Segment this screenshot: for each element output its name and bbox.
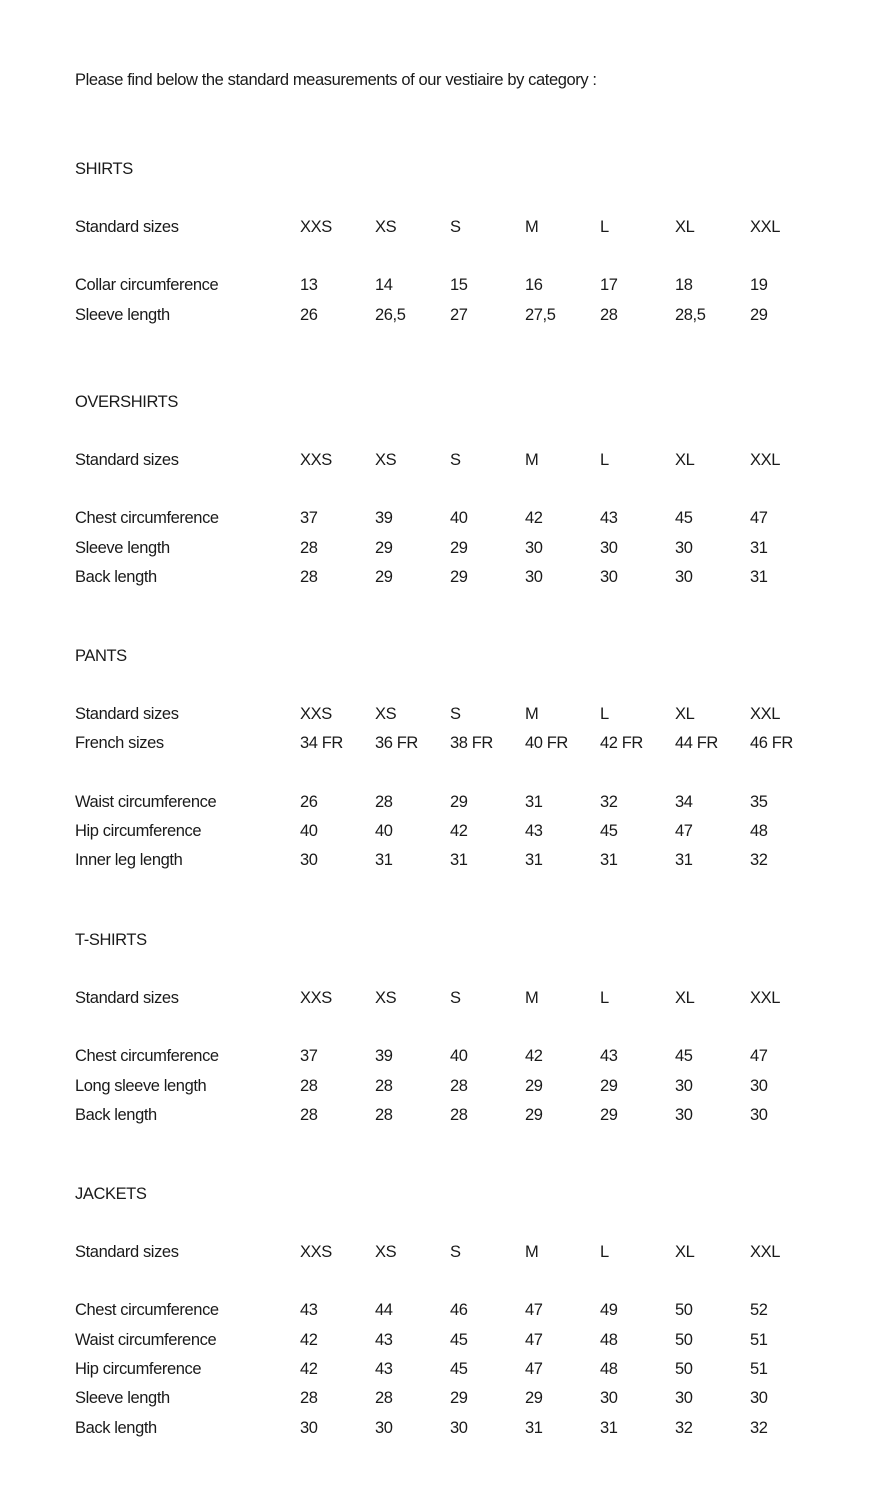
size-cell: XXL bbox=[750, 451, 780, 469]
row-label: Chest circumference bbox=[75, 1301, 219, 1320]
value-cell: 29 bbox=[450, 792, 468, 811]
value-cell: 42 bbox=[525, 509, 543, 528]
size-cell: XXL bbox=[750, 1243, 780, 1261]
size-cell: S bbox=[450, 1243, 461, 1261]
row-label: French sizes bbox=[75, 734, 164, 753]
value-cell: 42 bbox=[300, 1359, 318, 1378]
measurement-row bbox=[75, 1046, 855, 1066]
size-cell: XS bbox=[375, 218, 397, 236]
size-cell: XL bbox=[675, 705, 695, 723]
value-cell: 30 bbox=[300, 851, 318, 870]
value-cell: 28,5 bbox=[675, 305, 706, 324]
value-cell: 42 bbox=[300, 1330, 318, 1349]
row-label: Standard sizes bbox=[75, 1243, 179, 1261]
value-cell: 52 bbox=[750, 1301, 768, 1320]
value-cell: 27 bbox=[450, 305, 468, 324]
size-cell: M bbox=[525, 989, 539, 1007]
size-header-row bbox=[75, 704, 855, 724]
value-cell: 28 bbox=[450, 1105, 468, 1124]
measurement-row bbox=[75, 792, 855, 812]
value-cell: 30 bbox=[675, 567, 693, 586]
size-cell: M bbox=[525, 1243, 539, 1261]
value-cell: 40 bbox=[450, 509, 468, 528]
value-cell: 29 bbox=[375, 567, 393, 586]
value-cell: 29 bbox=[525, 1389, 543, 1408]
size-cell: S bbox=[450, 218, 461, 236]
value-cell: 40 bbox=[375, 821, 393, 840]
row-label: Standard sizes bbox=[75, 705, 179, 723]
value-cell: 43 bbox=[300, 1301, 318, 1320]
value-cell: 45 bbox=[675, 509, 693, 528]
value-cell: 45 bbox=[450, 1330, 468, 1349]
size-cell: L bbox=[600, 989, 609, 1007]
value-cell: 40 bbox=[300, 821, 318, 840]
value-cell: 28 bbox=[450, 1076, 468, 1095]
value-cell: 37 bbox=[300, 509, 318, 528]
value-cell: 50 bbox=[675, 1330, 693, 1349]
section-overshirts bbox=[75, 392, 855, 586]
value-cell: 32 bbox=[600, 792, 618, 811]
value-cell: 40 bbox=[450, 1047, 468, 1066]
size-cell: S bbox=[450, 451, 461, 469]
value-cell: 30 bbox=[675, 1389, 693, 1408]
measurement-row bbox=[75, 1388, 855, 1408]
size-cell: M bbox=[525, 218, 539, 236]
measurement-row bbox=[75, 1359, 855, 1379]
value-cell: 16 bbox=[525, 276, 543, 295]
value-cell: 30 bbox=[750, 1105, 768, 1124]
value-cell: 30 bbox=[525, 567, 543, 586]
value-cell: 35 bbox=[750, 792, 768, 811]
value-cell: 30 bbox=[675, 538, 693, 557]
size-cell: XL bbox=[675, 218, 695, 236]
value-cell: 29 bbox=[750, 305, 768, 324]
value-cell: 31 bbox=[525, 851, 543, 870]
value-cell: 43 bbox=[600, 1047, 618, 1066]
measurement-row bbox=[75, 567, 855, 587]
measurement-row bbox=[75, 538, 855, 558]
measurement-row bbox=[75, 1105, 855, 1125]
value-cell: 29 bbox=[600, 1076, 618, 1095]
value-cell: 28 bbox=[300, 1076, 318, 1095]
value-cell: 31 bbox=[600, 851, 618, 870]
value-cell: 27,5 bbox=[525, 305, 556, 324]
value-cell: 43 bbox=[525, 821, 543, 840]
row-label: Inner leg length bbox=[75, 851, 183, 870]
size-cell: S bbox=[450, 705, 461, 723]
size-cell: XS bbox=[375, 1243, 397, 1261]
section-jackets bbox=[75, 1184, 855, 1437]
value-cell: 30 bbox=[300, 1418, 318, 1437]
row-label: Back length bbox=[75, 1418, 157, 1437]
row-label: Hip circumference bbox=[75, 1359, 202, 1378]
value-cell: 26,5 bbox=[375, 305, 406, 324]
measurement-row bbox=[75, 1330, 855, 1350]
value-cell: 31 bbox=[675, 851, 693, 870]
value-cell: 30 bbox=[750, 1389, 768, 1408]
value-cell: 47 bbox=[525, 1359, 543, 1378]
value-cell: 29 bbox=[600, 1105, 618, 1124]
value-cell: 30 bbox=[375, 1418, 393, 1437]
value-cell: 26 bbox=[300, 305, 318, 324]
value-cell: 44 bbox=[375, 1301, 393, 1320]
size-cell: 34 FR bbox=[300, 734, 343, 753]
value-cell: 32 bbox=[675, 1418, 693, 1437]
size-cell: 46 FR bbox=[750, 734, 793, 753]
value-cell: 47 bbox=[675, 821, 693, 840]
size-cell: XL bbox=[675, 989, 695, 1007]
value-cell: 32 bbox=[750, 1418, 768, 1437]
value-cell: 30 bbox=[600, 1389, 618, 1408]
value-cell: 50 bbox=[675, 1301, 693, 1320]
size-header-row bbox=[75, 217, 855, 237]
row-label: Chest circumference bbox=[75, 509, 219, 528]
size-header-row bbox=[75, 450, 855, 470]
value-cell: 45 bbox=[675, 1047, 693, 1066]
section-t-shirts bbox=[75, 930, 855, 1124]
size-cell: XS bbox=[375, 705, 397, 723]
size-cell: XS bbox=[375, 451, 397, 469]
value-cell: 48 bbox=[600, 1359, 618, 1378]
value-cell: 30 bbox=[675, 1076, 693, 1095]
value-cell: 29 bbox=[525, 1105, 543, 1124]
value-cell: 15 bbox=[450, 276, 468, 295]
value-cell: 13 bbox=[300, 276, 318, 295]
value-cell: 31 bbox=[600, 1418, 618, 1437]
value-cell: 31 bbox=[525, 1418, 543, 1437]
value-cell: 47 bbox=[750, 1047, 768, 1066]
value-cell: 19 bbox=[750, 276, 768, 295]
size-cell: M bbox=[525, 451, 539, 469]
value-cell: 48 bbox=[750, 821, 768, 840]
size-cell: L bbox=[600, 218, 609, 236]
value-cell: 28 bbox=[300, 1105, 318, 1124]
value-cell: 29 bbox=[450, 567, 468, 586]
row-label: Chest circumference bbox=[75, 1047, 219, 1066]
row-label: Standard sizes bbox=[75, 451, 179, 469]
value-cell: 48 bbox=[600, 1330, 618, 1349]
value-cell: 51 bbox=[750, 1330, 768, 1349]
value-cell: 29 bbox=[450, 538, 468, 557]
intro-text: Please find below the standard measurements of our vestiaire by category : bbox=[75, 71, 597, 89]
size-cell: S bbox=[450, 989, 461, 1007]
size-cell: L bbox=[600, 705, 609, 723]
value-cell: 30 bbox=[675, 1105, 693, 1124]
section-title: T-SHIRTS bbox=[75, 931, 147, 949]
section-title: JACKETS bbox=[75, 1185, 147, 1203]
value-cell: 29 bbox=[450, 1389, 468, 1408]
row-label: Sleeve length bbox=[75, 305, 170, 324]
value-cell: 45 bbox=[450, 1359, 468, 1378]
value-cell: 30 bbox=[450, 1418, 468, 1437]
measurement-row bbox=[75, 821, 855, 841]
value-cell: 42 bbox=[525, 1047, 543, 1066]
size-cell: 42 FR bbox=[600, 734, 643, 753]
row-label: Sleeve length bbox=[75, 1389, 170, 1408]
value-cell: 28 bbox=[300, 538, 318, 557]
measurement-row bbox=[75, 275, 855, 295]
value-cell: 43 bbox=[600, 509, 618, 528]
size-cell: XXS bbox=[300, 1243, 332, 1261]
value-cell: 42 bbox=[450, 821, 468, 840]
measurement-row bbox=[75, 850, 855, 870]
size-cell: L bbox=[600, 451, 609, 469]
value-cell: 43 bbox=[375, 1330, 393, 1349]
size-header-row bbox=[75, 1242, 855, 1262]
value-cell: 28 bbox=[300, 567, 318, 586]
value-cell: 28 bbox=[600, 305, 618, 324]
value-cell: 51 bbox=[750, 1359, 768, 1378]
value-cell: 34 bbox=[675, 792, 693, 811]
size-cell: XL bbox=[675, 1243, 695, 1261]
size-cell: 40 FR bbox=[525, 734, 568, 753]
value-cell: 31 bbox=[375, 851, 393, 870]
row-label: Waist circumference bbox=[75, 1330, 217, 1349]
section-title: OVERSHIRTS bbox=[75, 393, 178, 411]
size-cell: 44 FR bbox=[675, 734, 718, 753]
row-label: Waist circumference bbox=[75, 792, 217, 811]
measurement-row bbox=[75, 305, 855, 325]
section-pants bbox=[75, 646, 855, 870]
value-cell: 45 bbox=[600, 821, 618, 840]
row-label: Back length bbox=[75, 567, 157, 586]
row-label: Standard sizes bbox=[75, 218, 179, 236]
value-cell: 39 bbox=[375, 1047, 393, 1066]
value-cell: 39 bbox=[375, 509, 393, 528]
row-label: Standard sizes bbox=[75, 989, 179, 1007]
value-cell: 49 bbox=[600, 1301, 618, 1320]
value-cell: 30 bbox=[525, 538, 543, 557]
value-cell: 28 bbox=[300, 1389, 318, 1408]
value-cell: 50 bbox=[675, 1359, 693, 1378]
measurement-row bbox=[75, 1076, 855, 1096]
size-cell: L bbox=[600, 1243, 609, 1261]
value-cell: 28 bbox=[375, 1105, 393, 1124]
value-cell: 29 bbox=[375, 538, 393, 557]
size-cell: XXL bbox=[750, 218, 780, 236]
size-cell: XXL bbox=[750, 705, 780, 723]
value-cell: 32 bbox=[750, 851, 768, 870]
value-cell: 30 bbox=[600, 567, 618, 586]
value-cell: 47 bbox=[750, 509, 768, 528]
value-cell: 30 bbox=[750, 1076, 768, 1095]
value-cell: 29 bbox=[525, 1076, 543, 1095]
value-cell: 18 bbox=[675, 276, 693, 295]
size-cell: XXS bbox=[300, 989, 332, 1007]
value-cell: 47 bbox=[525, 1301, 543, 1320]
row-label: Hip circumference bbox=[75, 821, 202, 840]
size-header-row bbox=[75, 988, 855, 1008]
size-cell: 38 FR bbox=[450, 734, 493, 753]
value-cell: 46 bbox=[450, 1301, 468, 1320]
size-cell: XXS bbox=[300, 218, 332, 236]
section-title: SHIRTS bbox=[75, 160, 133, 178]
size-cell: 36 FR bbox=[375, 734, 418, 753]
value-cell: 37 bbox=[300, 1047, 318, 1066]
value-cell: 31 bbox=[750, 567, 768, 586]
size-cell: XXS bbox=[300, 705, 332, 723]
row-label: Sleeve length bbox=[75, 538, 170, 557]
value-cell: 14 bbox=[375, 276, 393, 295]
row-label: Collar circumference bbox=[75, 276, 219, 295]
value-cell: 26 bbox=[300, 792, 318, 811]
value-cell: 17 bbox=[600, 276, 618, 295]
value-cell: 28 bbox=[375, 792, 393, 811]
value-cell: 28 bbox=[375, 1076, 393, 1095]
size-cell: XS bbox=[375, 989, 397, 1007]
measurement-row bbox=[75, 508, 855, 528]
value-cell: 28 bbox=[375, 1389, 393, 1408]
section-title: PANTS bbox=[75, 647, 127, 665]
value-cell: 31 bbox=[450, 851, 468, 870]
value-cell: 47 bbox=[525, 1330, 543, 1349]
measurement-row bbox=[75, 1300, 855, 1320]
row-label: Long sleeve length bbox=[75, 1076, 207, 1095]
size-cell: XXL bbox=[750, 989, 780, 1007]
value-cell: 30 bbox=[600, 538, 618, 557]
value-cell: 31 bbox=[525, 792, 543, 811]
size-cell: M bbox=[525, 705, 539, 723]
section-shirts bbox=[75, 159, 855, 324]
row-label: Back length bbox=[75, 1105, 157, 1124]
value-cell: 31 bbox=[750, 538, 768, 557]
measurement-row bbox=[75, 1418, 855, 1438]
size-header-row bbox=[75, 733, 855, 753]
size-cell: XL bbox=[675, 451, 695, 469]
value-cell: 43 bbox=[375, 1359, 393, 1378]
size-cell: XXS bbox=[300, 451, 332, 469]
